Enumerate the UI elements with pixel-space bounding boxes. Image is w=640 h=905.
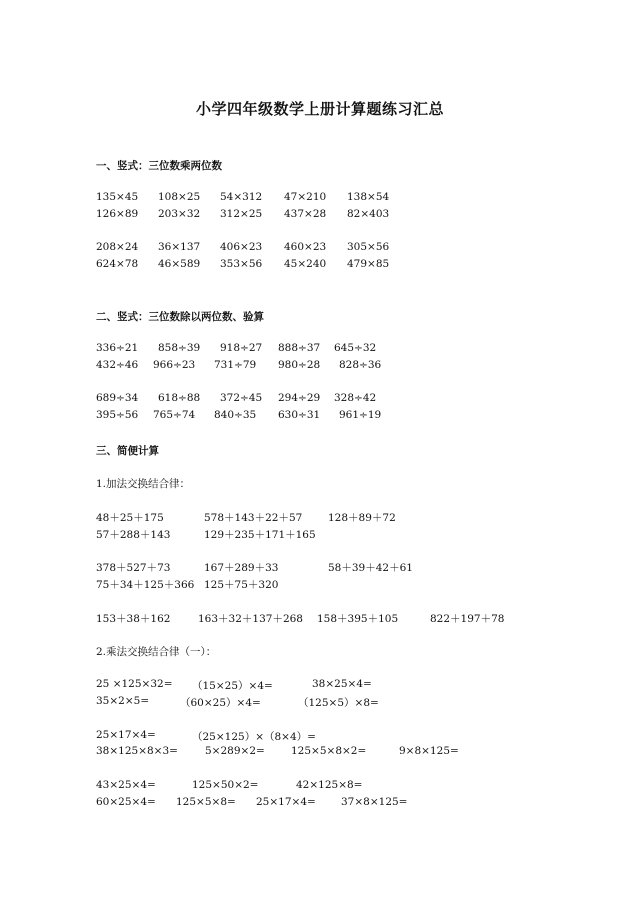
- problem: 645÷32: [334, 342, 377, 354]
- problem: 305×56: [347, 241, 390, 253]
- problem: 858÷39: [158, 342, 201, 354]
- problem: （60×25）×4=: [180, 697, 261, 709]
- problem: 689÷34: [96, 392, 139, 404]
- problem: 765÷74: [153, 409, 196, 421]
- problem: 918÷27: [220, 342, 263, 354]
- problem: 38×125×8×3=: [96, 745, 178, 757]
- problem: 294÷29: [278, 392, 321, 404]
- subsection-label-1: 1.加法交换结合律：: [96, 478, 191, 490]
- problem: 840÷35: [214, 409, 257, 421]
- problem: 731÷79: [214, 359, 257, 371]
- problem: 5×289×2=: [205, 745, 265, 757]
- problem: 108×25: [158, 191, 201, 203]
- problem: 125×5×8×2=: [291, 745, 367, 757]
- problem: 312×25: [220, 208, 263, 220]
- problem: 158＋395＋105: [317, 613, 399, 625]
- problem: 125×50×2=: [192, 779, 259, 791]
- section-heading-3: 三、简便计算: [96, 445, 159, 457]
- subsection-label-2: 2.乘法交换结合律（一）：: [96, 646, 217, 658]
- problem: 888÷37: [278, 342, 321, 354]
- problem: 37×8×125=: [341, 796, 408, 808]
- problem: 624×78: [96, 258, 139, 270]
- problem: 46×589: [158, 258, 201, 270]
- section-heading-1: 一、竖式：三位数乘两位数: [96, 160, 222, 172]
- problem: 25×17×4=: [96, 729, 156, 741]
- problem: （15×25）×4=: [192, 680, 273, 692]
- problem: 42×125×8=: [296, 779, 363, 791]
- problem: 378＋527＋73: [96, 562, 171, 574]
- problem: 203×32: [158, 208, 201, 220]
- problem: 60×25×4=: [96, 796, 156, 808]
- problem: 153＋38＋162: [96, 613, 171, 625]
- problem: 630÷31: [278, 409, 321, 421]
- problem: 406×23: [220, 241, 263, 253]
- problem: 460×23: [284, 241, 327, 253]
- problem: 45×240: [284, 258, 327, 270]
- problem: 822＋197＋78: [430, 613, 505, 625]
- problem: 82×403: [347, 208, 390, 220]
- problem: 966÷23: [153, 359, 196, 371]
- section-heading-2: 二、竖式：三位数除以两位数、验算: [96, 311, 264, 323]
- problem: 129＋235＋171＋165: [204, 529, 316, 541]
- problem: 208×24: [96, 241, 139, 253]
- problem: 125＋75＋320: [204, 579, 279, 591]
- problem: 126×89: [96, 208, 139, 220]
- problem: 980÷28: [278, 359, 321, 371]
- problem: 58＋39＋42＋61: [328, 562, 413, 574]
- problem: 618÷88: [158, 392, 201, 404]
- problem: 578＋143＋22＋57: [204, 512, 303, 524]
- problem: 48＋25＋175: [96, 512, 164, 524]
- problem: 372÷45: [220, 392, 263, 404]
- problem: 961÷19: [339, 409, 382, 421]
- problem: 353×56: [220, 258, 263, 270]
- problem: 128＋89＋72: [328, 512, 396, 524]
- problem: 163＋32＋137＋268: [198, 613, 303, 625]
- problem: 9×8×125=: [399, 745, 459, 757]
- problem: 432÷46: [96, 359, 139, 371]
- problem: 138×54: [347, 191, 390, 203]
- problem: 328÷42: [334, 392, 377, 404]
- problem: 395÷56: [96, 409, 139, 421]
- problem: 75＋34＋125＋366: [96, 579, 195, 591]
- problem: 43×25×4=: [96, 779, 156, 791]
- problem: （125×5）×8=: [298, 697, 379, 709]
- problem: 125×5×8=: [176, 796, 236, 808]
- problem: 167＋289＋33: [204, 562, 279, 574]
- problem: 25×17×4=: [256, 796, 316, 808]
- problem: 25 ×125×32=: [96, 678, 173, 690]
- page-title: 小学四年级数学上册计算题练习汇总: [195, 100, 444, 118]
- problem: 135×45: [96, 191, 139, 203]
- problem: 479×85: [347, 258, 390, 270]
- problem: 36×137: [158, 241, 201, 253]
- problem: 57＋288＋143: [96, 529, 171, 541]
- problem: 35×2×5=: [96, 695, 150, 707]
- problem: （25×125）×（8×4）=: [192, 731, 316, 743]
- problem: 54×312: [220, 191, 263, 203]
- problem: 336÷21: [96, 342, 139, 354]
- problem: 47×210: [284, 191, 327, 203]
- problem: 38×25×4=: [312, 678, 372, 690]
- problem: 828÷36: [339, 359, 382, 371]
- problem: 437×28: [284, 208, 327, 220]
